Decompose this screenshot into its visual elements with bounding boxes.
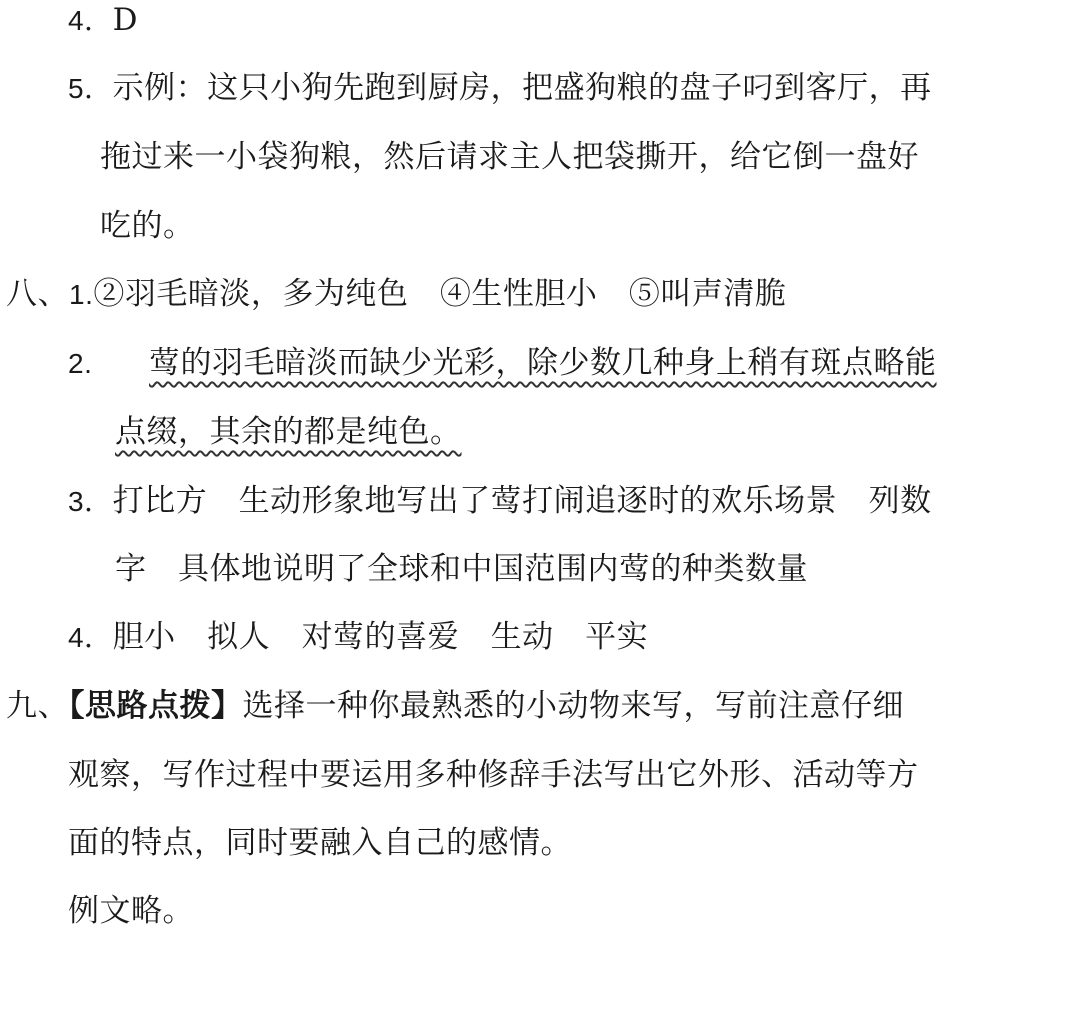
q8-item2-line2 bbox=[115, 412, 462, 452]
answer-text: D bbox=[112, 2, 138, 38]
q8-item2-line1 bbox=[68, 343, 92, 384]
answer-text: 打比方 生动形象地写出了莺打闹追逐时的欢乐场景 列数 bbox=[112, 483, 932, 519]
q7-item5-line3 bbox=[100, 206, 195, 246]
answer-text: 观察，写作过程中要运用多种修辞手法写出它外形、活动等方 bbox=[68, 757, 919, 793]
q7-item5-line2 bbox=[100, 137, 919, 177]
section-label: 九、 bbox=[6, 688, 69, 724]
item-number: 3． bbox=[68, 486, 113, 517]
q7-item4 bbox=[68, 0, 138, 41]
q9-line2 bbox=[68, 755, 919, 795]
q9-line4 bbox=[68, 891, 194, 931]
answer-text: 例文略。 bbox=[68, 893, 194, 929]
answer-text: 示例：这只小狗先跑到厨房，把盛狗粮的盘子叼到客厅，再 bbox=[112, 70, 932, 106]
answer-text: 吃的。 bbox=[100, 208, 195, 244]
section-label: 八、 bbox=[6, 276, 69, 312]
item-number: 4． bbox=[68, 5, 113, 36]
item-number: 4． bbox=[68, 622, 113, 653]
q8-item4 bbox=[68, 617, 648, 658]
q8-item2-line1-text bbox=[149, 343, 937, 383]
item-number: 1. bbox=[69, 279, 94, 310]
hint-label: 【思路点拨】 bbox=[69, 688, 243, 724]
q8-item3-line2 bbox=[115, 549, 808, 589]
q9-line1 bbox=[6, 686, 904, 726]
underlined-answer: 点缀，其余的都是纯色。 bbox=[115, 414, 462, 450]
item-number: 2. bbox=[68, 348, 93, 379]
answer-text: ②羽毛暗淡，多为纯色 ④生性胆小 ⑤叫声清脆 bbox=[93, 276, 787, 312]
q7-item5-line1 bbox=[68, 68, 932, 109]
answer-text: 选择一种你最熟悉的小动物来写，写前注意仔细 bbox=[242, 688, 904, 724]
q9-line3 bbox=[68, 823, 572, 863]
q8-item1 bbox=[6, 274, 786, 315]
answer-text: 字 具体地说明了全球和中国范围内莺的种类数量 bbox=[115, 551, 808, 587]
underlined-answer: 莺的羽毛暗淡而缺少光彩，除少数几种身上稍有斑点略能 bbox=[149, 345, 937, 381]
q8-item3-line1 bbox=[68, 481, 932, 522]
item-number: 5． bbox=[68, 73, 113, 104]
answer-text: 拖过来一小袋狗粮，然后请求主人把袋撕开，给它倒一盘好 bbox=[100, 139, 919, 175]
answer-text: 胆小 拟人 对莺的喜爱 生动 平实 bbox=[112, 619, 649, 655]
answer-text: 面的特点，同时要融入自己的感情。 bbox=[68, 825, 572, 861]
